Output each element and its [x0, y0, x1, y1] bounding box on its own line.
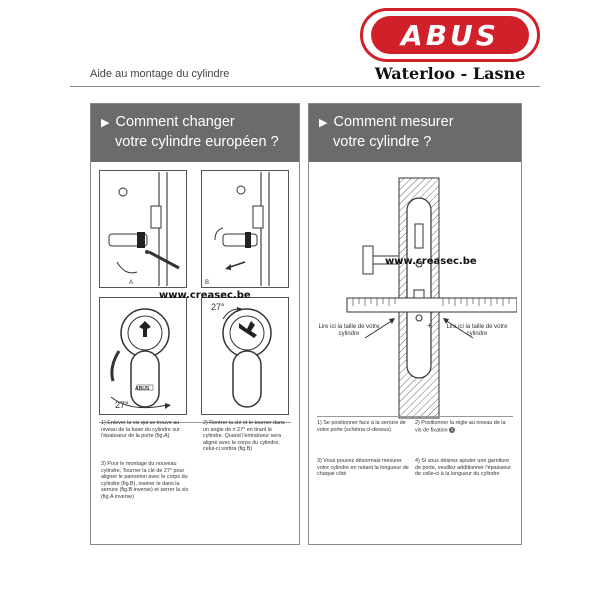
play-arrow-icon: ▶ — [101, 117, 110, 129]
change-heading-line2: votre cylindre européen ? — [115, 134, 279, 150]
measure-step-2: 2) Positionner la règle au niveau de la vis de fixation — [415, 420, 506, 433]
cylinder-front-b-illustration — [201, 297, 289, 415]
watermark-left: www.creasec.be — [159, 290, 251, 301]
measure-step-4: 4) Si vous désirez ajouter une garniture de porte, veuillez additionner l'épaisseur de celle-ci à la longueur du cylindre — [415, 458, 512, 477]
svg-text:+: + — [427, 321, 432, 330]
measure-heading-line2: votre cylindre ? — [333, 134, 432, 150]
measure-instructions-divider — [317, 416, 513, 417]
measure-step-1: 1) Se positionner face à la serrure de votre porte (schéma ci-dessus) — [317, 420, 406, 433]
watermark-right: www.creasec.be — [385, 256, 477, 267]
change-step-3: 3) Pour le montage du nouveau cylindre, Tourner la clé de 27° pour aligner le panneton avec le corps du cylindre (fig.B), insérer le dans la serrure (fig.B inverse) et serrer la vis (fig.A inverse) — [101, 461, 189, 500]
figure-a-illustration — [99, 170, 187, 288]
measurement-diagram — [313, 170, 517, 420]
angle-label-top: 27° — [211, 302, 225, 312]
logo-ring — [360, 8, 540, 62]
logo-brand: ABUS — [401, 18, 499, 52]
figure-b-label: B — [205, 280, 210, 286]
title-divider — [70, 86, 540, 87]
change-step-2: 2) Rentrer la clé et le tourner dans un angle de ± 27° en tirant le cylindre. Quand l'entraîneur sera aligné avec le corps du cylindre, celui-ci sortira (fig.B) — [203, 420, 285, 452]
change-cylinder-panel — [90, 103, 300, 545]
measure-cylinder-panel — [308, 103, 522, 545]
change-step-1: 1) Enlever la vis qui se trouve au niveau de la base du cylindre sur l'épaisseur de la porte (fig.A) — [101, 420, 180, 439]
cylinder-brand-label: ABUS — [135, 386, 150, 392]
step-badge: 1 — [450, 426, 454, 432]
dealer-name: Waterloo - Lasne — [374, 64, 526, 83]
cylinder-front-a-illustration — [99, 297, 187, 415]
change-heading-line1: Comment changer — [115, 114, 235, 130]
change-panel-header — [91, 104, 299, 162]
measure-step-3: 3) Vous pouvez désormais mesurer votre cylindre en notant la longueur de chaque côté — [317, 458, 409, 477]
abus-logo — [356, 8, 544, 86]
page-title: Aide au montage du cylindre — [90, 68, 230, 80]
angle-label-bottom: 27° — [115, 400, 129, 410]
measure-label-left: Lire ici la taille de votre cylindre — [318, 324, 380, 337]
logo-badge — [371, 16, 529, 54]
figure-b-illustration — [201, 170, 289, 288]
measure-label-right: Lire ici la taille de votre cylindre — [446, 324, 508, 337]
measure-heading-line1: Comment mesurer — [333, 114, 454, 130]
play-arrow-icon: ▶ — [319, 117, 328, 129]
measure-panel-header — [309, 104, 521, 162]
figure-a-label: A — [129, 280, 134, 286]
